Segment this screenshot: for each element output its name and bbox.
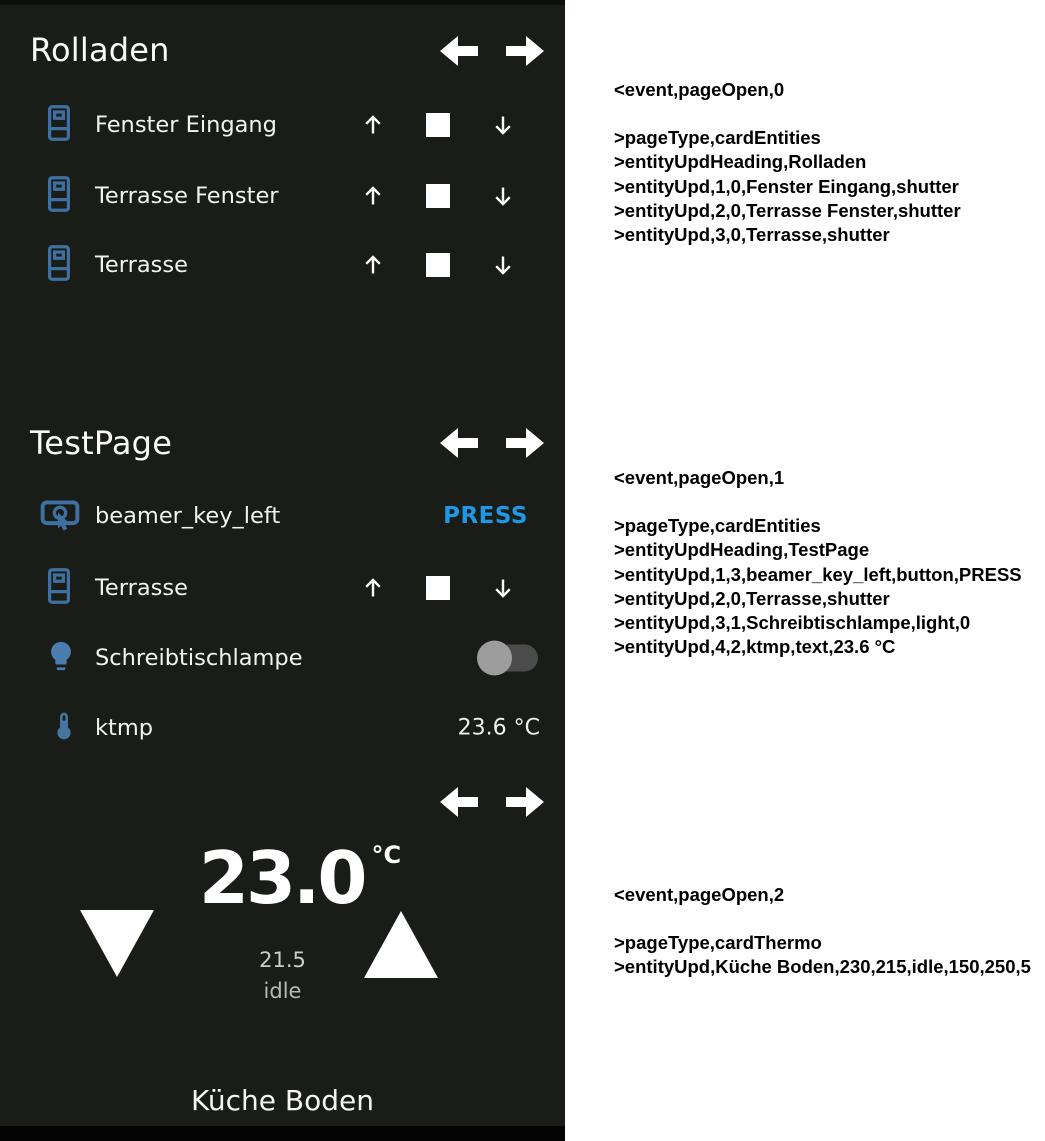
- light-toggle-switch[interactable]: [481, 645, 538, 672]
- protocol-line: >pageType,cardEntities: [614, 127, 821, 149]
- entity-label: Terrasse: [95, 575, 188, 601]
- shutter-up-button[interactable]: [361, 180, 385, 212]
- card-testpage-heading: TestPage: [30, 424, 173, 462]
- window-shutter-icon: [44, 104, 74, 146]
- shutter-up-button[interactable]: [361, 109, 385, 141]
- shutter-stop-button[interactable]: [426, 184, 450, 208]
- protocol-line: >pageType,cardThermo: [614, 932, 822, 954]
- protocol-line: >entityUpd,1,0,Fenster Eingang,shutter: [614, 175, 959, 197]
- entity-label: Fenster Eingang: [95, 112, 277, 138]
- panel-top-strip: [0, 0, 565, 5]
- protocol-line: >pageType,cardEntities: [614, 515, 821, 537]
- thermostat-title: Küche Boden: [190, 1084, 375, 1117]
- window-shutter-icon: [44, 175, 74, 217]
- entity-row: [0, 562, 565, 614]
- press-button[interactable]: PRESS: [443, 503, 528, 529]
- entity-label: Terrasse Fenster: [95, 183, 279, 209]
- shutter-down-button[interactable]: [491, 249, 515, 281]
- lightbulb-icon: [44, 639, 78, 677]
- window-shutter-icon: [44, 244, 74, 286]
- arrow-left-icon: [440, 428, 478, 458]
- protocol-line: >entityUpd,2,0,Terrasse,shutter: [614, 587, 890, 609]
- thermometer-icon: [48, 710, 80, 746]
- protocol-line: >entityUpd,4,2,ktmp,text,23.6 °C: [614, 636, 896, 658]
- protocol-line: >entityUpdHeading,TestPage: [614, 539, 870, 561]
- card-rolladen-heading: Rolladen: [30, 31, 170, 69]
- shutter-up-button[interactable]: [361, 249, 385, 281]
- shutter-stop-button[interactable]: [426, 253, 450, 277]
- protocol-block-page2: [614, 883, 1044, 980]
- arrow-right-icon: [506, 36, 544, 66]
- entity-label: Terrasse: [95, 252, 188, 278]
- protocol-block-page1: [614, 466, 1044, 659]
- shutter-down-button[interactable]: [491, 180, 515, 212]
- protocol-block-page0: [614, 78, 1044, 247]
- shutter-up-button[interactable]: [361, 572, 385, 604]
- thermostat-status: idle: [263, 979, 302, 1003]
- entity-row: [0, 239, 565, 291]
- arrow-right-icon: [506, 787, 544, 817]
- protocol-line: >entityUpd,Küche Boden,230,215,idle,150,250,5: [614, 956, 1031, 978]
- protocol-line: >entityUpd,3,1,Schreibtischlampe,light,0: [614, 612, 971, 634]
- shutter-stop-button[interactable]: [426, 113, 450, 137]
- nav-next-button[interactable]: [506, 428, 544, 458]
- current-temperature-value: 23.0: [198, 836, 365, 920]
- entity-label: beamer_key_left: [95, 503, 281, 529]
- arrow-right-icon: [506, 428, 544, 458]
- window-shutter-icon: [44, 567, 74, 609]
- nav-previous-button[interactable]: [440, 428, 478, 458]
- protocol-line: >entityUpd,1,3,beamer_key_left,button,PRESS: [614, 563, 1022, 585]
- protocol-line: >entityUpdHeading,Rolladen: [614, 151, 867, 173]
- nav-next-button[interactable]: [506, 787, 544, 817]
- protocol-event-line: <event,pageOpen,1: [614, 467, 785, 488]
- panel-bottom-strip: [0, 1126, 565, 1141]
- nav-next-button[interactable]: [506, 36, 544, 66]
- protocol-line: >entityUpd,2,0,Terrasse Fenster,shutter: [614, 199, 961, 221]
- entity-row: [0, 632, 565, 684]
- protocol-event-line: <event,pageOpen,2: [614, 884, 785, 905]
- arrow-left-icon: [440, 36, 478, 66]
- entity-label: Schreibtischlampe: [95, 645, 303, 671]
- entity-row: [0, 170, 565, 222]
- current-temperature: [85, 836, 515, 920]
- protocol-line: >entityUpd,3,0,Terrasse,shutter: [614, 224, 890, 246]
- temperature-unit: °C: [371, 841, 402, 869]
- protocol-event-line: <event,pageOpen,0: [614, 79, 785, 100]
- nav-previous-button[interactable]: [440, 36, 478, 66]
- shutter-down-button[interactable]: [491, 572, 515, 604]
- shutter-stop-button[interactable]: [426, 576, 450, 600]
- arrow-left-icon: [440, 787, 478, 817]
- entity-row: [0, 702, 565, 754]
- gesture-tap-button-icon: [40, 495, 80, 537]
- target-temperature: 21.5: [259, 948, 306, 972]
- nav-previous-button[interactable]: [440, 787, 478, 817]
- entity-row: [0, 99, 565, 151]
- shutter-down-button[interactable]: [491, 109, 515, 141]
- entity-label: ktmp: [95, 715, 154, 741]
- toggle-knob: [477, 641, 512, 676]
- sensor-value: 23.6 °C: [457, 715, 540, 741]
- entity-row: [0, 490, 565, 542]
